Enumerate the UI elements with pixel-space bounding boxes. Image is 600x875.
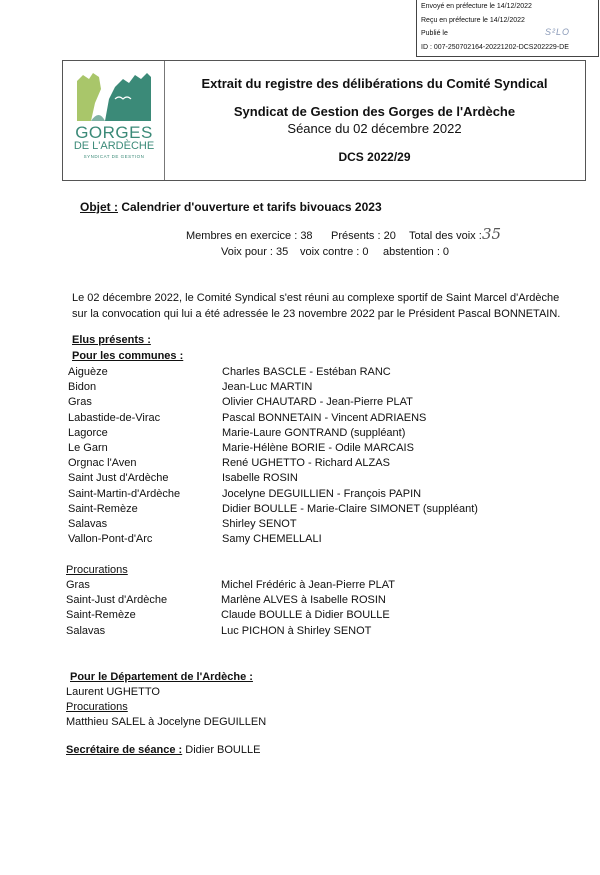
intro-line-2: sur la convocation qui lui a été adressée le 23 novembre 2022 par le Président Pascal BONNETAIN.: [72, 308, 561, 320]
session-date: Séance du 02 décembre 2022: [287, 121, 462, 136]
departement-procuration: Matthieu SALEL à Jocelyne DEGUILLEN: [66, 716, 267, 728]
slo-logo: S²LO: [545, 27, 571, 37]
votes-total-value: 35: [482, 225, 502, 243]
procuration-row-commune: Saint-Just d'Ardèche: [66, 594, 168, 607]
gorges-logo-icon: [75, 69, 153, 123]
elus-row-commune: Saint Just d'Ardèche: [68, 472, 169, 485]
elus-row-names: Samy CHEMELLALI: [222, 533, 322, 546]
elus-row-names: Charles BASCLE - Estéban RANC: [222, 366, 391, 378]
elus-row-names: Isabelle ROSIN: [222, 472, 298, 485]
elus-row-names: Didier BOULLE - Marie-Claire SIMONET (suppléant): [222, 502, 478, 515]
elus-row-commune: Orgnac l'Aven: [68, 457, 137, 470]
elus-title: Elus présents :: [72, 334, 151, 346]
stamp-received: Reçu en préfecture le 14/12/2022: [421, 17, 525, 24]
objet-text: Calendrier d'ouverture et tarifs bivouacs 2023: [121, 200, 382, 214]
votes-pour: Voix pour : 35: [221, 246, 289, 258]
logo-text-syndicat: SYNDICAT DE GESTION: [83, 154, 145, 159]
elus-row-commune: Le Garn: [68, 442, 108, 454]
procuration-row-names: Luc PICHON à Shirley SENOT: [221, 624, 372, 637]
elus-row-names: Pascal BONNETAIN - Vincent ADRIAENS: [222, 411, 427, 424]
logo-text-gorges: GORGES: [75, 123, 153, 142]
procuration-row-commune: Gras: [66, 579, 90, 591]
elus-row-commune: Gras: [68, 396, 92, 409]
elus-row-commune: Bidon: [68, 381, 97, 394]
objet-label: Objet :: [80, 200, 118, 214]
objet-line: [80, 200, 382, 214]
intro-line-1: Le 02 décembre 2022, le Comité Syndical s'est réuni au complexe sportif de Saint Marcel d'Ardèche: [72, 292, 560, 304]
elus-row-commune: Saint-Remèze: [68, 502, 138, 515]
stamp-published: Publié le: [421, 30, 448, 37]
elus-row-commune: Saint-Martin-d'Ardèche: [68, 487, 181, 500]
secretaire-label: Secrétaire de séance :: [66, 744, 183, 756]
stamp-sent: Envoyé en préfecture le 14/12/2022: [421, 3, 532, 10]
procuration-row-names: Michel Frédéric à Jean-Pierre PLAT: [221, 579, 396, 591]
elus-row-names: Marie-Hélène BORIE - Odile MARCAIS: [222, 442, 414, 454]
syndicate-name: Syndicat de Gestion des Gorges de l'Ardèche: [233, 104, 516, 119]
elus-row-commune: Aiguèze: [68, 366, 108, 378]
procuration-row-commune: Salavas: [66, 624, 106, 637]
register-title: Extrait du registre des délibérations du Comité Syndical: [201, 76, 548, 91]
elus-row-names: Jean-Luc MARTIN: [222, 381, 313, 394]
votes-membres: Membres en exercice : 38: [186, 230, 313, 242]
departement-title: Pour le Département de l'Ardèche :: [70, 671, 253, 683]
document-header: [62, 60, 586, 181]
secretaire-name: Didier BOULLE: [185, 744, 261, 756]
elus-row-commune: Lagorce: [68, 426, 108, 439]
deliberation-number: DCS 2022/29: [338, 150, 411, 164]
prefecture-stamp: [416, 0, 599, 57]
elus-row-commune: Vallon-Pont-d'Arc: [68, 533, 153, 546]
elus-row-names: Shirley SENOT: [222, 518, 297, 530]
votes-total-label: Total des voix :: [409, 230, 482, 242]
procuration-row-commune: Saint-Remèze: [66, 609, 136, 622]
departement-member: Laurent UGHETTO: [66, 686, 160, 698]
logo: [63, 61, 165, 180]
procuration-row-names: Claude BOULLE à Didier BOULLE: [221, 609, 390, 622]
elus-row-commune: Salavas: [68, 518, 108, 530]
elus-row-names: Olivier CHAUTARD - Jean-Pierre PLAT: [222, 396, 413, 409]
procurations-title: Procurations: [66, 564, 128, 576]
votes-abstention: abstention : 0: [383, 246, 450, 258]
elus-subtitle: Pour les communes :: [72, 350, 184, 362]
logo-text-ardeche: DE L'ARDÈCHE: [73, 140, 155, 152]
votes-contre: voix contre : 0: [300, 246, 369, 258]
votes-presents: Présents : 20: [331, 230, 396, 242]
elus-row-names: Jocelyne DEGUILLIEN - François PAPIN: [222, 487, 422, 500]
elus-row-commune: Labastide-de-Virac: [68, 411, 161, 424]
elus-row-names: René UGHETTO - Richard ALZAS: [222, 457, 390, 470]
secretaire-line: [66, 744, 260, 756]
procuration-row-names: Marlène ALVES à Isabelle ROSIN: [221, 594, 386, 607]
elus-row-names: Marie-Laure GONTRAND (suppléant): [222, 426, 406, 439]
departement-procurations-title: Procurations: [66, 701, 128, 713]
stamp-id: ID : 007-250702164-20221202-DCS202229-DE: [421, 44, 569, 51]
